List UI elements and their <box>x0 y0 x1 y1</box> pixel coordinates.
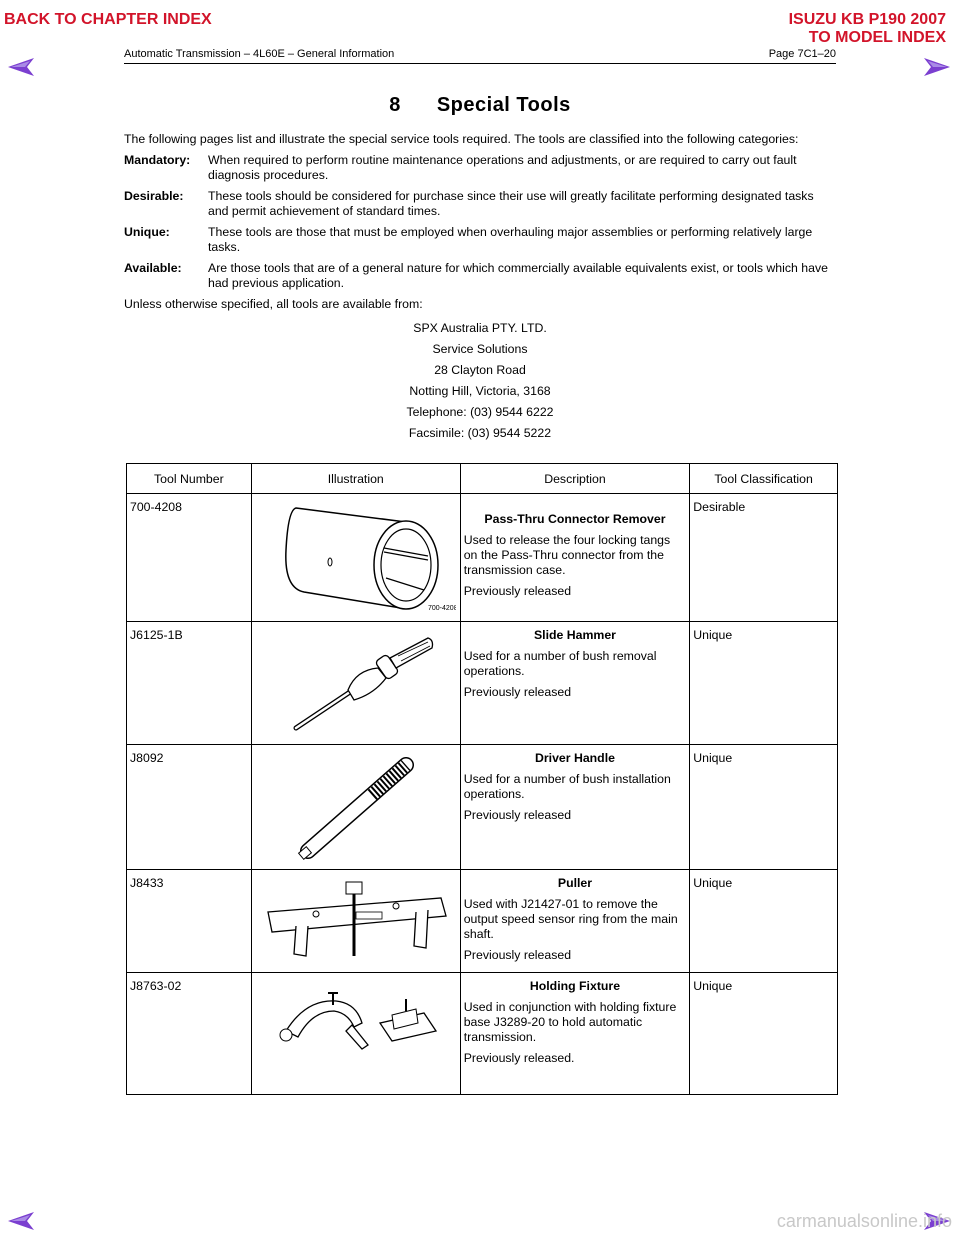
tool-name: Driver Handle <box>534 751 615 765</box>
tool-name: Puller <box>557 876 593 890</box>
tool-name: Pass-Thru Connector Remover <box>484 512 666 526</box>
tool-usage: Used for a number of bush installation operations. <box>463 772 671 801</box>
address-line: Facsimile: (03) 9544 5222 <box>408 426 552 440</box>
watermark: carmanualsonline.info <box>776 1211 952 1231</box>
tool-number: J8763-02 <box>127 973 252 1095</box>
table-row <box>127 870 838 973</box>
tool-number: J8433 <box>127 870 252 973</box>
tool-classification: Desirable <box>690 494 838 622</box>
tool-release-status: Previously released. <box>463 1051 575 1065</box>
category-available <box>124 261 836 291</box>
tool-illustration <box>251 622 460 745</box>
pass-thru-connector-remover-illustration <box>256 500 456 615</box>
column-header-tool-number: Tool Number <box>127 464 252 494</box>
header-page-number: Page 7C1–20 <box>768 48 836 60</box>
holding-fixture-illustration <box>256 979 456 1069</box>
category-term: Desirable: <box>124 189 184 203</box>
category-desirable <box>124 189 836 219</box>
tool-illustration <box>251 494 460 622</box>
tool-number: J8092 <box>127 745 252 870</box>
address-line: Service Solutions <box>432 342 528 356</box>
header-document-title: Automatic Transmission – 4L60E – General Information <box>124 48 395 60</box>
address-line: SPX Australia PTY. LTD. <box>413 321 547 335</box>
slide-hammer-illustration <box>256 628 456 738</box>
tool-number: J6125-1B <box>127 622 252 745</box>
special-tools-table <box>126 463 838 1095</box>
category-term: Unique: <box>124 225 170 239</box>
tool-classification: Unique <box>690 745 838 870</box>
tool-release-status: Previously released <box>463 584 572 598</box>
puller-illustration <box>256 876 456 966</box>
illustration-label: 700-4208 <box>427 605 456 612</box>
tool-description <box>460 745 690 870</box>
section-number: 8 <box>389 94 401 116</box>
previous-page-arrow-icon[interactable] <box>8 58 34 76</box>
column-header-tool-classification: Tool Classification <box>690 464 838 494</box>
tool-description <box>460 494 690 622</box>
section-title <box>0 94 960 117</box>
supplier-address <box>124 318 836 444</box>
category-definition: These tools are those that must be employed when overhauling major assemblies or performing relatively large tasks. <box>208 225 813 254</box>
address-line: Telephone: (03) 9544 6222 <box>406 405 554 419</box>
tool-description <box>460 973 690 1095</box>
category-definition: These tools should be considered for purchase since their use will greatly facilitate performing designated tasks and permit achievement of standard times. <box>208 189 814 218</box>
tool-classification: Unique <box>690 870 838 973</box>
table-row <box>127 973 838 1095</box>
to-model-index-link[interactable]: TO MODEL INDEX <box>808 29 946 46</box>
tool-description <box>460 870 690 973</box>
category-term: Available: <box>124 261 182 275</box>
tool-illustration <box>251 870 460 973</box>
tool-name: Slide Hammer <box>533 628 616 642</box>
tool-description <box>460 622 690 745</box>
table-row <box>127 494 838 622</box>
availability-note: Unless otherwise specified, all tools are available from: <box>124 297 423 311</box>
previous-page-arrow-icon[interactable] <box>8 1212 34 1230</box>
column-header-illustration: Illustration <box>251 464 460 494</box>
tool-usage: Used with J21427-01 to remove the output speed sensor ring from the main shaft. <box>463 897 678 941</box>
column-header-description: Description <box>460 464 690 494</box>
category-definition: When required to perform routine maintenance operations and adjustments, or are required to carry out fault diagnosis procedures. <box>208 153 797 182</box>
category-unique <box>124 225 836 255</box>
driver-handle-illustration <box>256 751 456 863</box>
category-term: Mandatory: <box>124 153 191 167</box>
tool-usage: Used in conjunction with holding fixture base J3289-20 to hold automatic transmission. <box>463 1000 677 1044</box>
category-definition: Are those tools that are of a general nature for which commercially available equivalents exist, or tools which have had previous application. <box>208 261 828 290</box>
address-line: 28 Clayton Road <box>434 363 526 377</box>
category-mandatory <box>124 153 836 183</box>
tool-illustration <box>251 745 460 870</box>
tool-classification: Unique <box>690 973 838 1095</box>
table-row <box>127 745 838 870</box>
table-header-row <box>127 464 838 494</box>
intro-paragraph: The following pages list and illustrate the special service tools required. The tools are classified into the following categories: <box>124 132 799 146</box>
tool-release-status: Previously released <box>463 948 572 962</box>
table-row <box>127 622 838 745</box>
address-line: Notting Hill, Victoria, 3168 <box>409 384 551 398</box>
tool-release-status: Previously released <box>463 685 572 699</box>
tool-number: 700-4208 <box>127 494 252 622</box>
model-title-link[interactable]: ISUZU KB P190 2007 <box>788 11 946 28</box>
tool-illustration <box>251 973 460 1095</box>
back-to-chapter-index-link[interactable]: BACK TO CHAPTER INDEX <box>4 11 212 28</box>
tool-release-status: Previously released <box>463 808 572 822</box>
tool-name: Holding Fixture <box>529 979 621 993</box>
tool-classification: Unique <box>690 622 838 745</box>
next-page-arrow-icon[interactable] <box>924 58 950 76</box>
tool-usage: Used to release the four locking tangs on the Pass-Thru connector from the transmission case. <box>463 533 671 577</box>
intro-content <box>124 132 836 444</box>
header-rule <box>124 63 836 64</box>
section-title-text: Special Tools <box>436 94 571 116</box>
tool-usage: Used for a number of bush removal operations. <box>463 649 657 678</box>
